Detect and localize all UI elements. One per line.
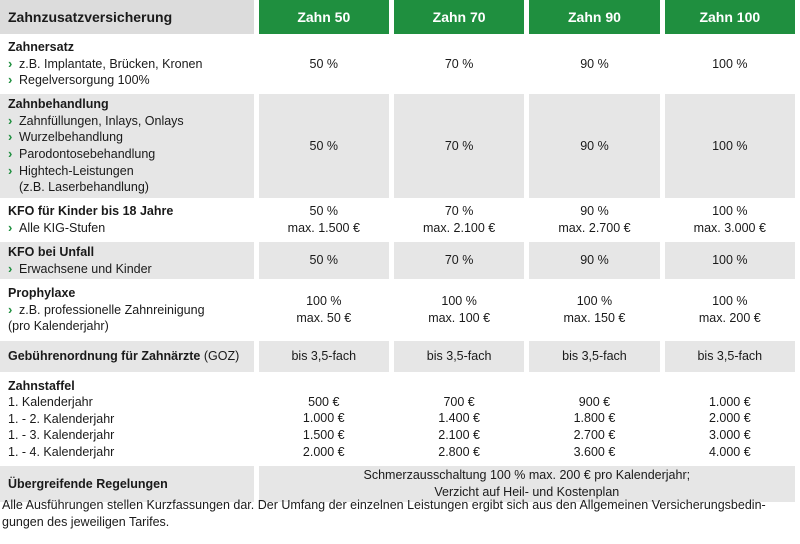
- table-cell: bis 3,5-fach: [259, 341, 389, 372]
- table-cell: 100 %: [665, 38, 795, 90]
- table-title: Zahnzusatzversicherung: [0, 0, 254, 34]
- chevron-right-icon: ›: [8, 301, 13, 317]
- period-label: 1. - 4. Kalenderjahr: [8, 444, 115, 459]
- list-item: [8, 261, 254, 278]
- table-row-kfo-unfall: [0, 242, 795, 279]
- table-cell: [665, 376, 795, 462]
- cell-max: max. 2.700 €: [558, 221, 631, 235]
- rule-line: Verzicht auf Heil- und Kostenplan: [434, 485, 620, 499]
- period-label: 1. Kalenderjahr: [8, 395, 93, 410]
- table-row-zahnersatz: [0, 38, 795, 90]
- cell-value: 700 €: [443, 394, 475, 409]
- cell-value: 4.000 €: [708, 444, 751, 459]
- row-note: (z.B. Laserbehandlung): [19, 180, 149, 195]
- chevron-right-icon: ›: [8, 55, 13, 71]
- cell-value: 2.100 €: [438, 428, 480, 442]
- cell-value: 1.400 €: [438, 411, 480, 426]
- table-cell: [529, 202, 659, 238]
- cell-value: 1.000 €: [708, 394, 751, 409]
- list-item-text: Parodontosebehandlung: [19, 147, 156, 161]
- cell-value: 70 %: [444, 204, 474, 219]
- footnote-line: Alle Ausführungen stellen Kurzfassungen dar. Der Umfang der einzelnen Leistungen ergibt sich aus den Allgemeinen Versicherungsbedin-: [2, 498, 766, 512]
- cell-max: max. 50 €: [296, 311, 352, 325]
- table-cell: 100 %: [665, 242, 795, 279]
- cell-value: 100 %: [712, 204, 748, 219]
- table-cell: bis 3,5-fach: [394, 341, 524, 372]
- table-cell: 100 %: [665, 94, 795, 198]
- table-row-zahnstaffel: [0, 376, 795, 462]
- table-cell: [529, 283, 659, 337]
- chevron-right-icon: ›: [8, 162, 13, 178]
- row-label-prophylaxe: [0, 283, 254, 337]
- rule-line: Schmerzausschaltung 100 % max. 200 € pro Kalenderjahr;: [363, 468, 691, 483]
- row-title: KFO bei Unfall: [8, 244, 95, 259]
- cell-value: 1.800 €: [573, 411, 616, 426]
- row-title: Prophylaxe: [8, 286, 76, 301]
- cell-value: 2.800 €: [438, 444, 480, 459]
- table-cell: [665, 283, 795, 337]
- table-cell: [394, 202, 524, 238]
- row-label-zahnbehandlung: [0, 94, 254, 198]
- chevron-right-icon: ›: [8, 112, 13, 128]
- cell-value: 2.700 €: [573, 428, 616, 442]
- list-item: [8, 302, 254, 319]
- table-row-zahnbehandlung: [0, 94, 795, 198]
- cell-value: 100 %: [712, 294, 748, 309]
- chevron-right-icon: ›: [8, 260, 13, 276]
- list-item-text: z.B. professionelle Zahnreinigung: [19, 302, 205, 317]
- cell-value: 100 %: [441, 294, 477, 309]
- table-cell: [259, 283, 389, 337]
- cell-max: max. 3.000 €: [693, 221, 766, 235]
- list-item: [8, 72, 254, 89]
- row-note: (pro Kalenderjahr): [8, 319, 109, 334]
- row-title: Zahnbehandlung: [8, 97, 109, 112]
- period-label: 1. - 2. Kalenderjahr: [8, 411, 115, 426]
- footnote-line: gungen des jeweiligen Tarifes.: [2, 515, 170, 529]
- table-cell: [665, 202, 795, 238]
- cell-max: max. 2.100 €: [422, 221, 496, 235]
- cell-value: 3.600 €: [573, 444, 616, 459]
- cell-max: max. 200 €: [698, 311, 761, 325]
- row-label-zahnstaffel: [0, 376, 254, 462]
- table-cell: bis 3,5-fach: [529, 341, 659, 372]
- table-cell: 90 %: [529, 94, 659, 198]
- chevron-right-icon: ›: [8, 129, 13, 145]
- cell-value: 1.500 €: [302, 428, 345, 442]
- list-item: [8, 163, 254, 180]
- table-cell: 70 %: [394, 242, 524, 279]
- row-title: Zahnstaffel: [8, 378, 75, 393]
- list-item-text: z.B. Implantate, Brücken, Kronen: [19, 56, 203, 71]
- table-cell: 50 %: [259, 242, 389, 279]
- list-item: [8, 56, 254, 73]
- tariff-header-zahn-70: Zahn 70: [394, 0, 524, 34]
- table-cell: [394, 283, 524, 337]
- list-item: [8, 113, 254, 130]
- list-item-text: Erwachsene und Kinder: [19, 261, 152, 276]
- chevron-right-icon: ›: [8, 72, 13, 88]
- table-cell: bis 3,5-fach: [665, 341, 795, 372]
- tariff-header-zahn-50: Zahn 50: [259, 0, 389, 34]
- list-item-text: Hightech-Leistungen: [19, 163, 134, 178]
- table-row-prophylaxe: [0, 283, 795, 337]
- list-item-text: Zahnfüllungen, Inlays, Onlays: [19, 113, 184, 128]
- chevron-right-icon: ›: [8, 146, 13, 161]
- cell-value: 100 %: [306, 294, 342, 309]
- row-title: Übergreifende Regelungen: [0, 466, 254, 502]
- table-cell: 70 %: [394, 94, 524, 198]
- cell-value: 2.000 €: [302, 444, 345, 459]
- table-row-goz: [0, 341, 795, 372]
- cell-value: 900 €: [578, 394, 611, 409]
- header-row: [0, 0, 795, 34]
- row-label-goz: [0, 341, 254, 372]
- chevron-right-icon: ›: [8, 220, 13, 235]
- list-item: [8, 220, 254, 237]
- cell-value: 50 %: [309, 204, 339, 219]
- table-cell: 50 %: [259, 94, 389, 198]
- cell-max: max. 100 €: [428, 311, 491, 325]
- cell-value: 100 %: [576, 294, 613, 309]
- table-cell: 90 %: [529, 242, 659, 279]
- table-cell: 90 %: [529, 38, 659, 90]
- table-cell: [259, 376, 389, 462]
- list-item-text: Alle KIG-Stufen: [19, 221, 106, 235]
- row-label-kfo-kinder: [0, 202, 254, 238]
- list-item: [8, 146, 254, 163]
- cell-value: 2.000 €: [708, 411, 751, 426]
- row-title-suffix: (GOZ): [203, 349, 240, 364]
- row-label-zahnersatz: [0, 38, 254, 90]
- footnote: [0, 497, 800, 531]
- row-title: KFO für Kinder bis 18 Jahre: [8, 204, 174, 219]
- row-label-kfo-unfall: [0, 242, 254, 279]
- tariff-header-zahn-90: Zahn 90: [529, 0, 659, 34]
- tariff-header-zahn-100: Zahn 100: [665, 0, 795, 34]
- cell-max: max. 150 €: [563, 311, 626, 325]
- cell-value: 1.000 €: [302, 411, 345, 426]
- table-row-kfo-kinder: [0, 202, 795, 238]
- table-cell: [529, 376, 659, 462]
- table-cell: 50 %: [259, 38, 389, 90]
- row-title: Gebührenordnung für Zahnärzte: [8, 349, 201, 364]
- table-cell: [259, 202, 389, 238]
- table-cell: [394, 376, 524, 462]
- row-title: Zahnersatz: [8, 40, 74, 55]
- table-cell: 70 %: [394, 38, 524, 90]
- period-label: 1. - 3. Kalenderjahr: [8, 428, 115, 443]
- cell-value: 500 €: [308, 394, 340, 409]
- cell-value: 3.000 €: [708, 428, 751, 442]
- cell-max: max. 1.500 €: [287, 221, 360, 235]
- list-item-text: Wurzelbehandlung: [19, 130, 124, 145]
- list-item-text: Regelversorgung 100%: [19, 73, 150, 88]
- cell-value: 90 %: [580, 204, 609, 219]
- list-item: [8, 129, 254, 146]
